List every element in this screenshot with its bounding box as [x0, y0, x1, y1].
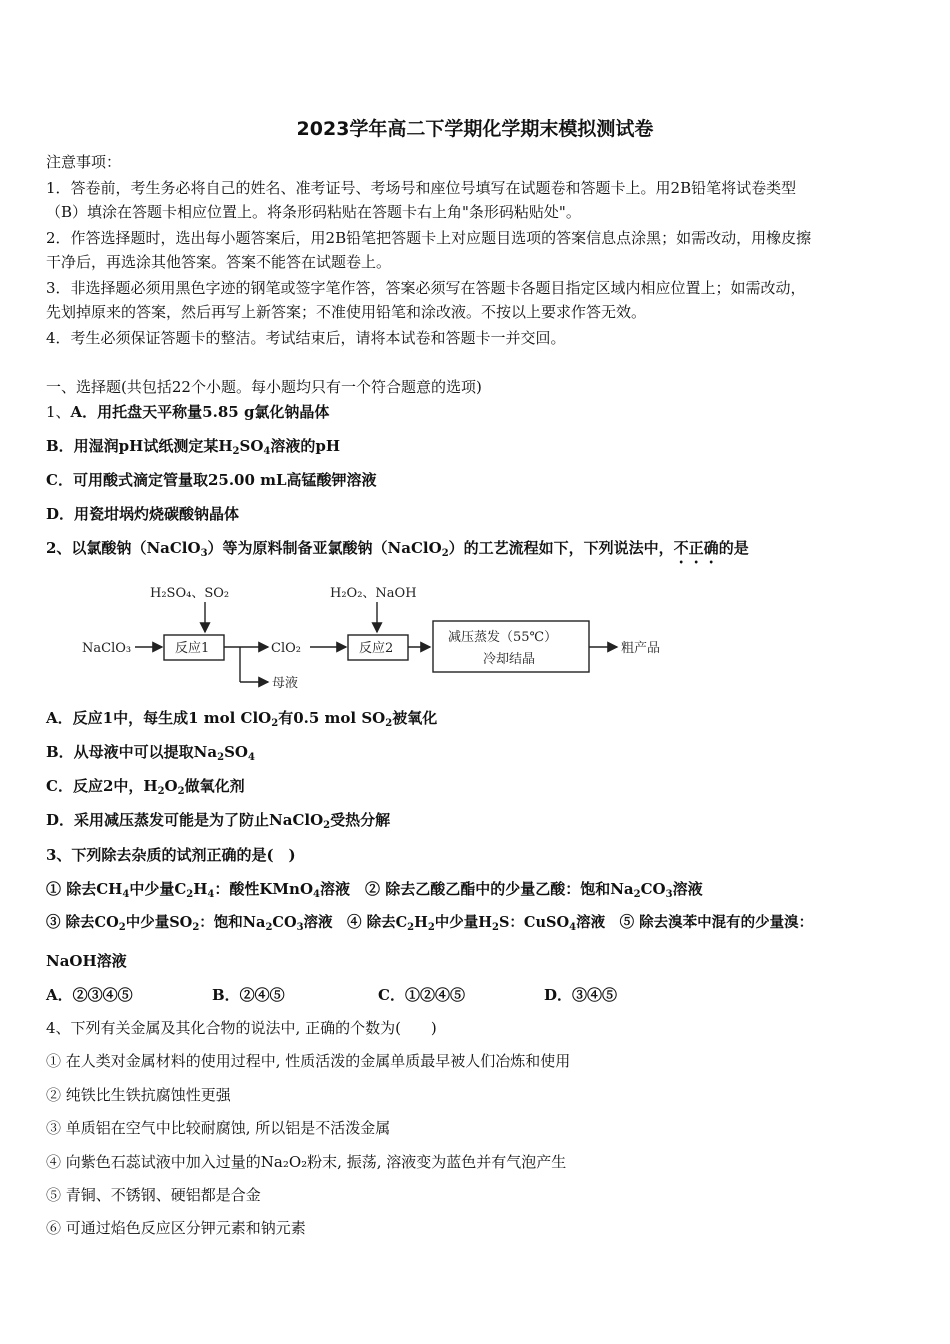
process-flow-diagram [80, 576, 680, 696]
reaction-1-label: 反应1 [175, 641, 210, 656]
option-b: B．②④⑤ [212, 986, 285, 1004]
intermediate-label: ClO₂ [271, 641, 301, 656]
start-material-label: NaClO₃ [82, 641, 132, 656]
notice-heading: 注意事项： [46, 153, 122, 171]
question-3-options [46, 985, 710, 1005]
question-2-option-d: D．采用减压蒸发可能是为了防止NaClO$_2$受热分解 [46, 811, 391, 831]
notice-line: （B）填涂在答题卡相应位置上。将条形码粘贴在答题卡右上角"条形码粘贴处"。 [46, 203, 581, 221]
question-4-item: ① 在人类对金属材料的使用过程中, 性质活泼的金属单质最早被人们冶炼和使用 [46, 1052, 571, 1070]
question-4-item: ③ 单质铝在空气中比较耐腐蚀, 所以铝是不活泼金属 [46, 1119, 391, 1137]
option-d: D．③④⑤ [544, 986, 618, 1004]
notice-line: 3．非选择题必须用黑色字迹的钢笔或签字笔作答，答案必须写在答题卡各题目指定区域内相应位置上；如需改动， [46, 279, 806, 297]
question-4-item: ④ 向紫色石蕊试液中加入过量的Na₂O₂粉末, 振荡, 溶液变为蓝色并有气泡产生 [46, 1153, 567, 1171]
notice-line: 先划掉原来的答案，然后再写上新答案；不准使用铅笔和涂改液。不按以上要求作答无效。 [46, 303, 647, 321]
notice-line: 1．答卷前，考生务必将自己的姓名、准考证号、考场号和座位号填写在试题卷和答题卡上。用2B铅笔将试卷类型 [46, 179, 797, 197]
question-2-option-c: C．反应2中，$H_2O_2$做氧化剂 [46, 777, 245, 797]
reagent-1-label: H₂SO₄、SO₂ [150, 586, 230, 601]
crystallization-label: 冷却结晶 [483, 652, 536, 667]
question-3-line-1: ① 除去$CH_4$中少量$C_2H_4$：酸性KMnO$_4$溶液 ② 除去乙酸乙酯中的少量乙酸：饱和$Na_2CO_3$溶液 [46, 880, 703, 900]
emphasis-not-correct: 不正确 [673, 539, 719, 557]
question-1-option-a: 1、A．用托盘天平称量5.85 g氯化钠晶体 [46, 403, 330, 421]
notice-line: 2．作答选择题时，选出每小题答案后，用2B铅笔把答题卡上对应题目选项的答案信息点涂黑；如需改动，用橡皮擦 [46, 229, 812, 247]
question-2-option-b: B．从母液中可以提取$Na_2SO_4$ [46, 743, 255, 763]
question-3-line-3: NaOH溶液 [46, 952, 127, 970]
question-2-stem: 2、以氯酸钠（NaClO$_3$）等为原料制备亚氯酸钠（NaClO$_2$）的工艺流程如下，下列说法中，不正确的是 [46, 539, 749, 559]
product-label: 粗产品 [621, 641, 661, 656]
question-4-item: ② 纯铁比生铁抗腐蚀性更强 [46, 1086, 231, 1104]
question-3-stem: 3、下列除去杂质的试剂正确的是( ) [46, 846, 296, 864]
notice-line: 干净后，再选涂其他答案。答案不能答在试题卷上。 [46, 253, 392, 271]
notice-line: 4．考生必须保证答题卡的整洁。考试结束后，请将本试卷和答题卡一并交回。 [46, 329, 566, 347]
question-1-option-b: B．用湿润pH试纸测定某$H_2SO_4$溶液的pH [46, 437, 341, 457]
question-4-item: ⑥ 可通过焰色反应区分钾元素和钠元素 [46, 1219, 306, 1237]
question-number: 1、 [46, 403, 71, 421]
evaporation-label: 减压蒸发（55℃） [448, 630, 558, 645]
reagent-2-label: H₂O₂、NaOH [330, 586, 417, 601]
option-c: C．①②④⑤ [378, 986, 465, 1004]
page-title: 2023学年高二下学期化学期末模拟测试卷 [296, 118, 654, 140]
question-4-item: ⑤ 青铜、不锈钢、硬铝都是合金 [46, 1186, 261, 1204]
byproduct-label: 母液 [272, 676, 299, 691]
option-a: A．②③④⑤ [46, 986, 133, 1004]
reaction-2-label: 反应2 [359, 641, 394, 656]
question-1-option-c: C．可用酸式滴定管量取25.00 mL高锰酸钾溶液 [46, 471, 377, 489]
section-heading: 一、选择题(共包括22个小题。每小题均只有一个符合题意的选项) [46, 378, 482, 396]
question-3-line-2: ③ 除去$CO_2$中少量$SO_2$：饱和$Na_2CO_3$溶液 ④ 除去$C_2H_2$中少量$H_2S$：CuSO$_4$溶液 ⑤ 除去溴苯中混有的少量溴： [46, 914, 814, 933]
question-2-option-a: A．反应1中，每生成1 mol ClO$_2$有0.5 mol $SO_2$被氧化 [46, 709, 438, 729]
question-1-option-d: D．用瓷坩埚灼烧碳酸钠晶体 [46, 505, 240, 523]
question-4-stem: 4、下列有关金属及其化合物的说法中, 正确的个数为( ) [46, 1019, 437, 1037]
